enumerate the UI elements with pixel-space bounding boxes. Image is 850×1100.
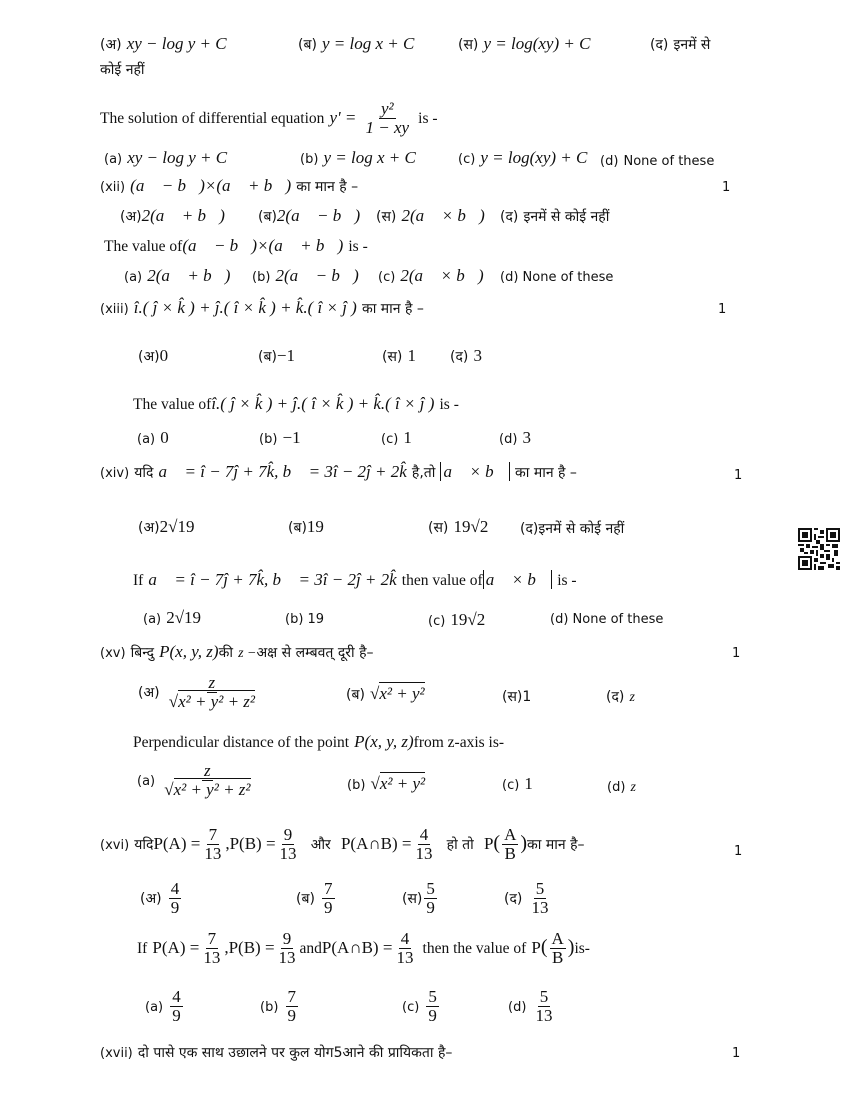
stem-fraction	[364, 100, 412, 137]
option-fraction	[170, 988, 183, 1025]
probability-term: P(A) =	[152, 937, 200, 957]
conditional-fraction	[550, 930, 566, 967]
option-value: z	[630, 780, 636, 795]
fraction-denominator: √x² + y² + z²	[164, 779, 251, 799]
qr-code-icon	[798, 528, 840, 570]
q12-hi-option-c	[376, 206, 485, 226]
magnitude-expression: a⃗ × b⃗	[483, 570, 552, 589]
option-label: (a)	[145, 999, 164, 1015]
q13-hi-option-d	[450, 346, 482, 366]
option-expression: 2(a⃗ + b⃗)	[141, 206, 225, 225]
q12-hi-option-b	[258, 206, 360, 226]
fraction	[277, 930, 298, 967]
q16-hi-option-a	[140, 880, 183, 917]
q16-hi-option-c	[402, 880, 439, 917]
fraction-numerator: 4	[400, 929, 410, 948]
q16-en-option-c	[402, 988, 441, 1025]
fraction-denominator: 1 − xy	[365, 117, 410, 137]
fraction-numerator: 5	[426, 879, 435, 898]
option-fraction	[322, 880, 335, 917]
option-value: 2√19	[159, 517, 195, 536]
q16-en-option-b	[260, 988, 300, 1025]
conditional-fraction	[502, 826, 518, 863]
option-value: 0	[159, 346, 169, 365]
option-label: (अ)	[138, 684, 160, 701]
q12-stem-en	[104, 236, 368, 256]
question-number: (xvii)	[100, 1046, 133, 1061]
fraction-denominator: B	[504, 843, 516, 863]
probability-term: P	[483, 833, 494, 853]
q16-stem-en: If P(A) = $\frac{7}{13}$ ,P(B) = $\frac{9}{13}$ andP(A∩B) = $\frac{4}{13}$ then the value of P( $\frac{A}{B}$ )is-	[137, 929, 590, 967]
stem-expression: a⃗ = î − 7ĵ + 7k̂, b⃗ = 3î − 2ĵ + 2k̂	[148, 570, 397, 589]
q14-hi-option-c	[428, 517, 488, 537]
stem-suffix: is -	[418, 109, 438, 127]
fraction	[278, 826, 299, 863]
q11-hi-option-a	[100, 34, 227, 54]
stem-text: Perpendicular distance of the point	[133, 734, 350, 751]
question-text: का मान है –	[361, 301, 424, 317]
q13-stem-en	[133, 394, 459, 414]
option-label: (a)	[143, 612, 162, 627]
magnitude-expression: a⃗ × b⃗	[440, 462, 509, 481]
q13-en-option-b	[259, 428, 301, 448]
option-label: (द)	[650, 37, 669, 53]
option-label: (स)1	[502, 689, 532, 705]
q14-stem-en	[133, 570, 577, 590]
option-value: 19√2	[450, 610, 486, 629]
fraction-numerator: 7	[287, 987, 296, 1006]
fraction-numerator: 7	[324, 879, 333, 898]
option-label: (द)	[504, 890, 523, 907]
fraction-denominator: 9	[172, 1005, 181, 1025]
q11-en-stem	[100, 100, 438, 137]
fraction-numerator: z	[204, 761, 211, 780]
option-label: (a)	[137, 773, 156, 789]
option-label: (ब)	[298, 37, 317, 53]
stem-lhs: y' =	[329, 107, 357, 127]
q14-en-option-c	[428, 610, 485, 630]
fraction-denominator: 13	[279, 843, 297, 863]
option-value: 3	[522, 428, 531, 447]
fraction-numerator: 5	[428, 987, 437, 1006]
option-label: (d)	[600, 154, 619, 169]
option-text: इनमें से	[673, 37, 711, 53]
question-text: का मान है –	[296, 179, 359, 195]
q15-stem-en	[133, 732, 504, 752]
fraction-denominator: 9	[324, 897, 333, 917]
option-label: (अ)	[140, 890, 162, 907]
fraction-numerator: 9	[282, 929, 292, 948]
q15-en-option-d	[607, 776, 636, 796]
option-label: (c)	[458, 152, 476, 167]
option-label: (c)	[428, 614, 446, 629]
q15-stem-hi	[100, 642, 374, 662]
fraction	[202, 826, 223, 863]
option-expression: 2(a⃗ − b⃗)	[275, 266, 359, 285]
fraction-numerator: 4	[419, 825, 429, 844]
q14-hi-option-a	[138, 517, 194, 537]
option-expression: y = log(xy) + C	[483, 34, 591, 53]
option-label: (c)	[381, 432, 399, 447]
radicand: x² + y²	[379, 774, 426, 793]
option-expression: 2(a⃗ × b⃗)	[401, 206, 485, 225]
fraction-numerator: 4	[172, 987, 181, 1006]
fraction-denominator: 13	[396, 947, 414, 967]
option-label: (b)	[259, 432, 278, 447]
option-value: −1	[276, 346, 296, 365]
question-text: यदि	[134, 836, 154, 853]
axis-label: z −	[238, 646, 257, 661]
q15-en-option-c	[502, 774, 533, 794]
option-label: (अ)	[138, 349, 160, 365]
q13-hi-option-b	[258, 346, 295, 366]
option-expression: xy − log y + C	[126, 34, 227, 53]
option-fraction	[534, 988, 555, 1025]
q15-hi-option-b: (ब) √x² + y²	[346, 684, 425, 703]
question-text: बिन्दु	[130, 645, 155, 661]
question-text: की	[218, 645, 233, 661]
option-fraction	[169, 880, 182, 917]
q16-en-option-a	[145, 988, 185, 1025]
q15-hi-option-c	[502, 686, 531, 706]
probability-term: P(A∩B) =	[321, 937, 393, 957]
fraction	[201, 930, 222, 967]
point-expression: P(x, y, z)	[159, 642, 219, 661]
probability-term: P(A) =	[153, 833, 201, 853]
option-label: (ब)	[288, 520, 307, 536]
marks-label: 1	[732, 646, 741, 661]
option-label: (द)	[500, 209, 519, 225]
option-fraction	[424, 880, 437, 917]
fraction-numerator: A	[504, 825, 517, 844]
q16-hi-option-b	[296, 880, 337, 917]
radicand: x² + y² + z²	[178, 691, 256, 711]
option-value: 1	[524, 774, 533, 793]
q15-en-option-a	[137, 762, 255, 799]
fraction-denominator: 13	[531, 897, 549, 917]
question-text: अक्ष से लम्बवत् दूरी है–	[256, 645, 374, 661]
fraction-numerator: 7	[208, 825, 218, 844]
question-text: है,तो	[411, 465, 436, 481]
fraction-denominator: 13	[535, 1005, 553, 1025]
marks-label: 1	[734, 844, 743, 859]
option-expression: xy − log y + C	[127, 148, 228, 167]
option-text: इनमें से कोई नहीं	[523, 209, 610, 225]
q12-en-option-a	[124, 266, 230, 286]
q11-hi-option-d	[650, 34, 710, 54]
option-value: 3	[473, 346, 482, 365]
fraction-denominator: 9	[287, 1005, 296, 1025]
question-text: का मान है–	[527, 836, 585, 853]
q17-stem-hi	[100, 1042, 452, 1062]
q11-en-option-a	[104, 148, 227, 168]
fraction	[413, 826, 434, 863]
stem-text: The value of	[104, 238, 183, 255]
option-text: None of these	[623, 154, 715, 169]
q14-en-option-a	[143, 608, 201, 628]
q11-en-option-b	[300, 148, 416, 168]
option-fraction	[167, 674, 257, 711]
q12-en-option-d: (d) None of these	[500, 270, 614, 285]
option-label: (c)	[402, 999, 420, 1015]
fraction-denominator: 9	[170, 897, 180, 917]
stem-suffix: is-	[574, 939, 590, 957]
question-number: (xiii)	[100, 302, 129, 317]
stem-text: then the value of	[422, 939, 527, 957]
fraction-denominator: B	[551, 947, 564, 967]
option-label: (स)	[376, 209, 397, 225]
option-label: (c)	[502, 778, 520, 793]
stem-suffix: is -	[348, 238, 368, 255]
option-label: (स)	[382, 349, 403, 365]
fraction-denominator: 13	[415, 843, 433, 863]
option-label: (b)	[252, 270, 271, 285]
option-label: (c)	[378, 270, 396, 285]
question-expression: (a⃗ − b⃗)×(a⃗ + b⃗)	[130, 176, 292, 195]
option-label: (स)	[402, 890, 423, 907]
probability-term: ,P(B) =	[225, 833, 276, 853]
stem-suffix: is -	[557, 572, 577, 589]
q11-en-option-d	[600, 150, 714, 169]
stem-text: The value of	[133, 396, 212, 413]
q11-hi-option-d-continued: कोई नहीं	[100, 62, 145, 78]
question-number: (xvi)	[100, 837, 130, 853]
option-label: (द)	[450, 349, 469, 365]
q12-stem-hi	[100, 176, 358, 196]
q12-hi-option-a	[120, 206, 225, 226]
option-fraction	[426, 988, 439, 1025]
fraction-numerator: 4	[170, 879, 180, 898]
fraction-denominator: 9	[428, 1005, 437, 1025]
option-label: (ब)	[346, 687, 365, 703]
q13-stem-hi	[100, 298, 424, 318]
probability-term: ,P(B) =	[224, 937, 275, 957]
q12-hi-option-d	[500, 206, 609, 226]
stem-expression: î.( ĵ × k̂ ) + ĵ.( î × k̂ ) + k̂.( î × ĵ )	[211, 394, 435, 413]
q13-en-option-a	[137, 428, 169, 448]
fraction-denominator: √x² + y² + z²	[168, 691, 256, 711]
q16-stem-hi: (xvi) यदिP(A) = $\frac{7}{13}$ ,P(B) = $\frac{9}{13}$ और P(A∩B) = $\frac{4}{13}$ हो तो P( $\frac{A}{B}$ )का मान है–	[100, 825, 585, 863]
option-value: −1	[282, 428, 301, 447]
option-label: (a)	[137, 432, 156, 447]
option-label: (d)	[499, 432, 518, 447]
option-label: (स)	[428, 520, 449, 536]
q13-en-option-c	[381, 428, 412, 448]
option-expression: 2(a⃗ + b⃗)	[147, 266, 231, 285]
fraction-denominator: 9	[426, 897, 435, 917]
question-text: दो पासे एक साथ उछालने पर कुल योग5आने की प्रायिकता है–	[137, 1045, 453, 1061]
q13-hi-option-a	[138, 346, 168, 366]
question-number: (xii)	[100, 180, 126, 195]
question-text: यदि	[134, 465, 154, 481]
q16-en-option-d	[508, 988, 557, 1025]
marks-label: 1	[732, 1046, 741, 1061]
fraction-numerator: y²	[380, 99, 394, 118]
marks-label: 1	[722, 180, 731, 195]
option-value: 1	[403, 428, 412, 447]
option-expression: y = log x + C	[322, 34, 415, 53]
option-label: (अ)	[120, 209, 142, 225]
option-label: (b)	[347, 778, 366, 793]
stem-text: The solution of differential equation	[100, 109, 325, 127]
stem-text: and	[299, 939, 322, 957]
q14-en-option-b: (b) 19	[285, 612, 325, 627]
option-value: 2√19	[166, 608, 202, 627]
option-label: (ब)	[258, 209, 277, 225]
stem-suffix: from z-axis is-	[413, 734, 505, 751]
radicand: x² + y²	[379, 684, 425, 703]
option-label: (स)	[458, 37, 479, 53]
option-label: (अ)	[138, 520, 160, 536]
stem-text: If	[137, 939, 148, 957]
fraction-numerator: 7	[207, 929, 217, 948]
question-text: हो तो	[446, 836, 474, 853]
option-label: (b)	[300, 152, 319, 167]
question-text: और	[310, 836, 331, 853]
fraction	[394, 930, 415, 967]
option-label: (द)	[606, 689, 625, 705]
option-fraction	[162, 762, 252, 799]
fraction-denominator: 13	[203, 947, 221, 967]
option-label: (अ)	[100, 37, 122, 53]
fraction-denominator: 13	[204, 843, 222, 863]
question-text: का मान है –	[515, 465, 577, 481]
q14-en-option-d: (d) None of these	[550, 612, 664, 627]
option-value: 19√2	[453, 517, 489, 536]
option-fraction	[529, 880, 550, 917]
marks-label: 1	[718, 302, 727, 317]
probability-term: P	[531, 937, 541, 957]
option-label: (ब)	[296, 890, 315, 907]
option-label: (d)	[508, 999, 527, 1015]
fraction-numerator: A	[551, 929, 564, 948]
q15-hi-option-a	[138, 674, 259, 711]
fraction-numerator: 5	[539, 987, 549, 1006]
q14-hi-option-b	[288, 517, 324, 537]
q14-hi-option-d: (द)इनमें से कोई नहीं	[520, 521, 625, 537]
option-value: z	[629, 690, 635, 705]
stem-text: then value of	[401, 572, 483, 589]
fraction-numerator: 5	[535, 879, 545, 898]
stem-suffix: is -	[439, 396, 459, 413]
question-expression: î.( ĵ × k̂ ) + ĵ.( î × k̂ ) + k̂.( î × ĵ )	[133, 298, 357, 317]
q16-hi-option-d	[504, 880, 552, 917]
marks-label: 1	[734, 468, 743, 483]
option-value: 19	[306, 517, 324, 536]
q13-en-option-d	[499, 428, 531, 448]
q11-hi-option-b	[298, 34, 414, 54]
option-label: (ब)	[258, 349, 277, 365]
fraction-denominator: 13	[278, 947, 296, 967]
option-expression: 2(a⃗ × b⃗)	[400, 266, 484, 285]
option-label: (b)	[260, 999, 279, 1015]
option-label: (d)	[607, 780, 626, 795]
question-number: (xiv)	[100, 466, 130, 481]
option-expression: 2(a⃗ − b⃗)	[276, 206, 361, 225]
q12-en-option-c	[378, 266, 484, 286]
probability-term: P(A∩B) =	[340, 833, 412, 853]
point-expression: P(x, y, z)	[354, 732, 414, 751]
option-value: 1	[407, 346, 416, 365]
option-label: (a)	[104, 152, 123, 167]
question-number: (xv)	[100, 646, 126, 661]
option-label: (a)	[124, 270, 143, 285]
q11-en-option-c	[458, 148, 587, 168]
q15-hi-option-d	[606, 686, 635, 706]
option-fraction	[286, 988, 299, 1025]
option-value: 0	[160, 428, 169, 447]
option-expression: y = log(xy) + C	[480, 148, 588, 167]
question-expression: a⃗ = î − 7ĵ + 7k̂, b⃗ = 3î − 2ĵ + 2k̂	[158, 462, 407, 481]
q11-hi-option-c	[458, 34, 590, 54]
q15-en-option-b: (b) √x² + y²	[347, 774, 426, 793]
q12-en-option-b	[252, 266, 359, 286]
fraction-numerator: z	[208, 673, 216, 692]
q14-stem-hi	[100, 462, 577, 482]
stem-expression: (a⃗ − b⃗)×(a⃗ + b⃗)	[182, 236, 344, 255]
fraction-numerator: 9	[283, 825, 293, 844]
radicand: x² + y² + z²	[173, 779, 251, 799]
q13-hi-option-c	[382, 346, 416, 366]
stem-text: If	[133, 572, 144, 589]
option-expression: y = log x + C	[323, 148, 416, 167]
